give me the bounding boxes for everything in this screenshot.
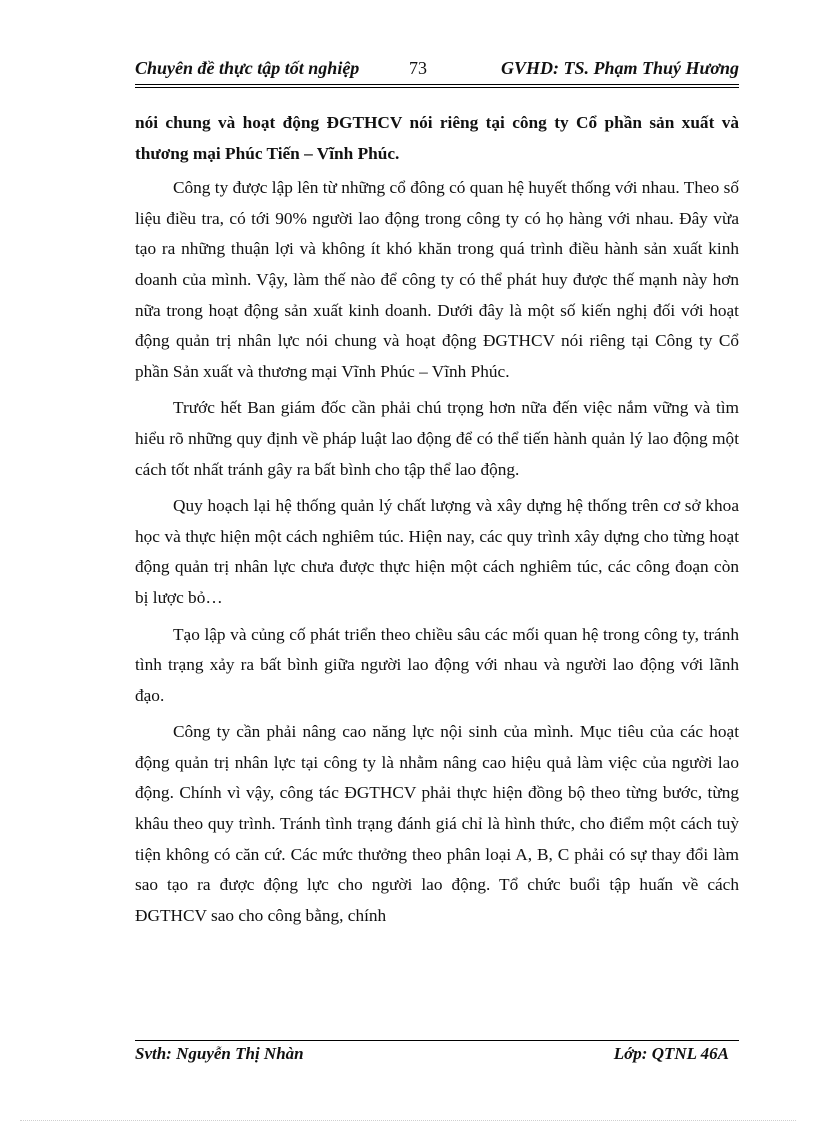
footer-student-name: Svth: Nguyễn Thị Nhàn xyxy=(135,1044,304,1063)
page-number: 73 xyxy=(409,58,427,78)
body-text xyxy=(135,108,739,937)
page-edge xyxy=(20,1120,796,1121)
header-divider xyxy=(135,84,739,88)
footer-divider xyxy=(135,1040,739,1041)
page-header xyxy=(135,58,739,84)
page-footer xyxy=(135,1044,739,1068)
paragraph: Trước hết Ban giám đốc cần phải chú trọng hơn nữa đến việc nắm vững và tìm hiểu rõ những quy định về pháp luật lao động để có thể tiến hành quản lý lao động một cách tốt nhất tránh gây ra bất bình cho tập thể lao động. xyxy=(135,398,739,479)
continued-paragraph: nói chung và hoạt động ĐGTHCV nói riêng tại công ty Cổ phần sản xuất và thương mại Phúc Tiến – Vĩnh Phúc. xyxy=(135,113,739,163)
paragraph: Công ty cần phải nâng cao năng lực nội sinh của mình. Mục tiêu của các hoạt động quản trị nhân lực tại công ty là nhằm nâng cao hiệu quả làm việc của người lao động. Chính vì vậy, công tác ĐGTHCV phải thực hiện đồng bộ theo từng bước, từng khâu theo quy trình. Tránh tình trạng đánh giá chỉ là hình thức, cho điểm một cách tuỳ tiện không có căn cứ. Các mức thưởng theo phân loại A, B, C phải có sự thay đổi làm sao tạo ra được động lực cho người lao động. Tổ chức buổi tập huấn về cách ĐGTHCV sao cho công bằng, chính xyxy=(135,722,739,925)
paragraph: Tạo lập và củng cố phát triển theo chiều sâu các mối quan hệ trong công ty, tránh tình trạng xảy ra bất bình giữa người lao động với nhau và người lao động với lãnh đạo. xyxy=(135,624,739,705)
paragraph: Công ty được lập lên từ những cổ đông có quan hệ huyết thống với nhau. Theo số liệu điều tra, có tới 90% người lao động trong công ty có họ hàng với nhau. Đây vừa tạo ra những thuận lợi và không ít khó khăn trong quá trình điều hành sản xuất kinh doanh của mình. Vậy, làm thế nào để công ty có thể phát huy được thế mạnh này hơn nữa trong hoạt động sản xuất kinh doanh. Dưới đây là một số kiến nghị đối với hoạt động quản trị nhân lực nói chung và hoạt động ĐGTHCV nói riêng tại Công ty Cổ phần Sản xuất và thương mại Vĩnh Phúc – Vĩnh Phúc. xyxy=(135,178,739,381)
paragraph: Quy hoạch lại hệ thống quản lý chất lượng và xây dựng hệ thống trên cơ sở khoa học và thực hiện một cách nghiêm túc. Hiện nay, các quy trình xây dựng cho từng hoạt động quản trị nhân lực chưa được thực hiện một cách nghiêm túc, các công đoạn còn bị lược bỏ… xyxy=(135,496,739,607)
footer-class: Lớp: QTNL 46A xyxy=(613,1044,729,1063)
header-supervisor: GVHD: TS. Phạm Thuý Hương xyxy=(501,58,739,78)
header-report-title: Chuyên đề thực tập tốt nghiệp xyxy=(135,58,360,78)
